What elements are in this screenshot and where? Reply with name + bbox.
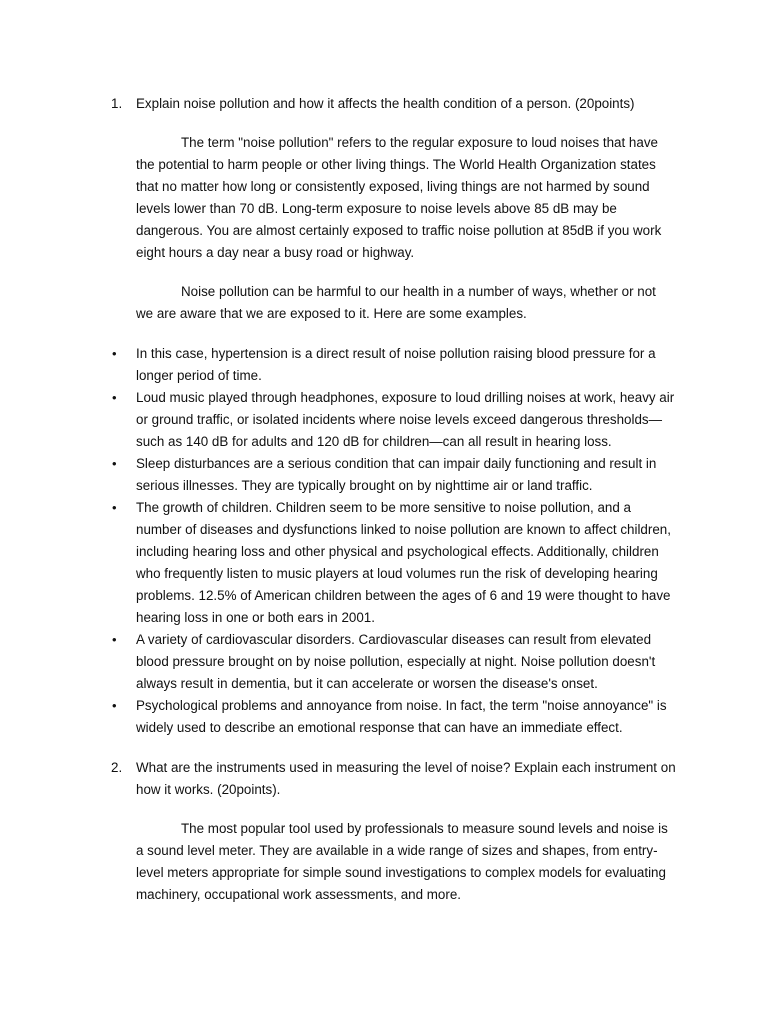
answer-paragraph: The term "noise pollution" refers to the regular exposure to loud noises that have the potential to harm people or other living things. The World Health Organization states that no matter how long or consistently exposed, living things are not harmed by sound levels lower than 70 dB. Long-term exposure to noise levels above 85 dB may be dangerous. You are almost certainly exposed to traffic noise pollution at 85dB if you work eight hours a day near a busy road or highway. <box>136 135 662 260</box>
effects-list <box>0 343 768 739</box>
question-text: What are the instruments used in measuring the level of noise? Explain each instrument on how it works. (20points). <box>136 760 676 797</box>
list-item <box>112 343 676 387</box>
list-item <box>112 497 676 629</box>
bullet-icon: • <box>112 632 117 647</box>
question-number: 2. <box>111 760 123 775</box>
bullet-icon: • <box>112 456 117 471</box>
list-item-text: Sleep disturbances are a serious condition that can impair daily functioning and result in serious illnesses. They are typically brought on by nighttime air or land traffic. <box>136 456 657 493</box>
list-item-text: In this case, hypertension is a direct result of noise pollution raising blood pressure for a longer period of time. <box>136 346 656 383</box>
list-item <box>112 453 676 497</box>
question-text: Explain noise pollution and how it affects the health condition of a person. (20points) <box>136 96 635 111</box>
bullet-icon: • <box>112 390 117 405</box>
list-item-text: Loud music played through headphones, exposure to loud drilling noises at work, heavy air or ground traffic, or isolated incidents where noise levels exceed dangerous thresholds—such as 140 dB for adults and 120 dB for children—can all result in hearing loss. <box>136 390 675 449</box>
bullet-icon: • <box>112 346 117 361</box>
list-item-text: The growth of children. Children seem to be more sensitive to noise pollution, and a number of diseases and dysfunctions linked to noise pollution are known to affect children, including hearing loss and other physical and psychological effects. Additionally, children who frequently listen to music players at loud volumes run the risk of developing hearing problems. 12.5% of American children between the ages of 6 and 19 were thought to have hearing loss in one or both ears in 2001. <box>136 500 671 625</box>
list-item-text: Psychological problems and annoyance from noise. In fact, the term "noise annoyance" is widely used to describe an emotional response that can have an immediate effect. <box>136 698 667 735</box>
list-item <box>112 695 676 739</box>
question-1 <box>111 93 676 115</box>
list-item-text: A variety of cardiovascular disorders. Cardiovascular diseases can result from elevated blood pressure brought on by noise pollution, especially at night. Noise pollution doesn't always result in dementia, but it can accelerate or worsen the disease's onset. <box>136 632 656 691</box>
bullet-icon: • <box>112 500 117 515</box>
list-item <box>112 629 676 695</box>
answer-paragraph: Noise pollution can be harmful to our health in a number of ways, whether or not we are aware that we are exposed to it. Here are some examples. <box>136 284 656 321</box>
question-2 <box>111 757 676 801</box>
bullet-icon: • <box>112 698 117 713</box>
question-number: 1. <box>111 96 123 111</box>
answer-paragraph: The most popular tool used by professionals to measure sound levels and noise is a sound level meter. They are available in a wide range of sizes and shapes, from entry-level meters appropriate for simple sound investigations to complex models for evaluating machinery, occupational work assessments, and more. <box>136 821 668 902</box>
list-item <box>112 387 676 453</box>
